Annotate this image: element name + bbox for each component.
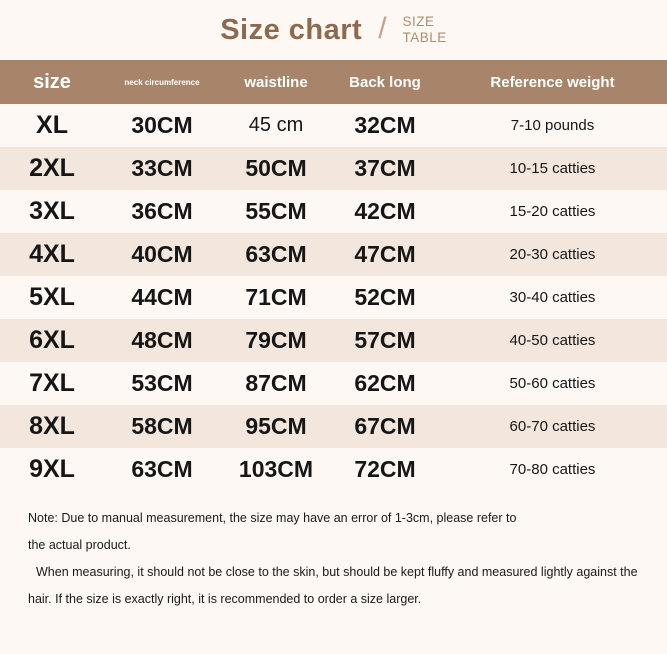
table-row xyxy=(0,233,667,276)
size-table xyxy=(0,60,667,491)
subtitle-line-1: SIZE xyxy=(402,14,435,29)
cell-back: 67CM xyxy=(332,405,438,448)
cell-waist: 50CM xyxy=(220,147,332,190)
cell-neck: 40CM xyxy=(104,233,220,276)
cell-waist: 87CM xyxy=(220,362,332,405)
cell-weight: 15-20 catties xyxy=(438,190,667,233)
cell-neck: 33CM xyxy=(104,147,220,190)
cell-size: 8XL xyxy=(0,405,104,448)
title-separator: / xyxy=(378,12,387,45)
cell-size: 6XL xyxy=(0,319,104,362)
page-subtitle xyxy=(403,14,447,46)
table-header xyxy=(0,60,667,104)
table-row xyxy=(0,104,667,147)
note-line-2: the actual product. xyxy=(28,538,131,552)
table-row xyxy=(0,448,667,491)
cell-waist: 103CM xyxy=(220,448,332,491)
cell-waist: 71CM xyxy=(220,276,332,319)
cell-weight: 60-70 catties xyxy=(438,405,667,448)
cell-neck: 58CM xyxy=(104,405,220,448)
table-body xyxy=(0,104,667,491)
table-row xyxy=(0,190,667,233)
cell-weight: 50-60 catties xyxy=(438,362,667,405)
table-row xyxy=(0,362,667,405)
table-row xyxy=(0,405,667,448)
note-line-4: hair. If the size is exactly right, it is recommended to order a size larger. xyxy=(28,592,422,606)
note-line-3: When measuring, it should not be close to the skin, but should be kept fluffy and measured lightly against the xyxy=(36,565,638,579)
table-header-row xyxy=(0,60,667,104)
cell-back: 42CM xyxy=(332,190,438,233)
cell-waist: 45 cm xyxy=(220,104,332,147)
cell-weight: 30-40 catties xyxy=(438,276,667,319)
cell-neck: 44CM xyxy=(104,276,220,319)
cell-neck: 30CM xyxy=(104,104,220,147)
table-row xyxy=(0,276,667,319)
column-header-size: size xyxy=(0,60,104,104)
column-header-weight: Reference weight xyxy=(438,60,667,104)
measurement-notes xyxy=(0,491,667,613)
cell-back: 47CM xyxy=(332,233,438,276)
cell-waist: 55CM xyxy=(220,190,332,233)
cell-size: 2XL xyxy=(0,147,104,190)
cell-size: 9XL xyxy=(0,448,104,491)
column-header-neck: neck circumference xyxy=(104,60,220,104)
cell-size: 7XL xyxy=(0,362,104,405)
cell-size: XL xyxy=(0,104,104,147)
cell-neck: 36CM xyxy=(104,190,220,233)
page-header xyxy=(0,0,667,60)
column-header-waist: waistline xyxy=(220,60,332,104)
cell-back: 72CM xyxy=(332,448,438,491)
cell-neck: 48CM xyxy=(104,319,220,362)
cell-back: 52CM xyxy=(332,276,438,319)
cell-weight: 70-80 catties xyxy=(438,448,667,491)
page-title: Size chart xyxy=(220,13,363,46)
cell-size: 5XL xyxy=(0,276,104,319)
table-row xyxy=(0,319,667,362)
subtitle-line-2: TABLE xyxy=(402,30,447,45)
cell-weight: 20-30 catties xyxy=(438,233,667,276)
cell-neck: 63CM xyxy=(104,448,220,491)
cell-back: 62CM xyxy=(332,362,438,405)
cell-waist: 79CM xyxy=(220,319,332,362)
cell-neck: 53CM xyxy=(104,362,220,405)
cell-size: 4XL xyxy=(0,233,104,276)
note-line-1: Note: Due to manual measurement, the size may have an error of 1-3cm, please refer to xyxy=(28,511,517,525)
cell-waist: 63CM xyxy=(220,233,332,276)
cell-weight: 7-10 pounds xyxy=(438,104,667,147)
table-row xyxy=(0,147,667,190)
cell-waist: 95CM xyxy=(220,405,332,448)
cell-weight: 10-15 catties xyxy=(438,147,667,190)
cell-weight: 40-50 catties xyxy=(438,319,667,362)
cell-size: 3XL xyxy=(0,190,104,233)
cell-back: 57CM xyxy=(332,319,438,362)
cell-back: 32CM xyxy=(332,104,438,147)
cell-back: 37CM xyxy=(332,147,438,190)
column-header-back: Back long xyxy=(332,60,438,104)
